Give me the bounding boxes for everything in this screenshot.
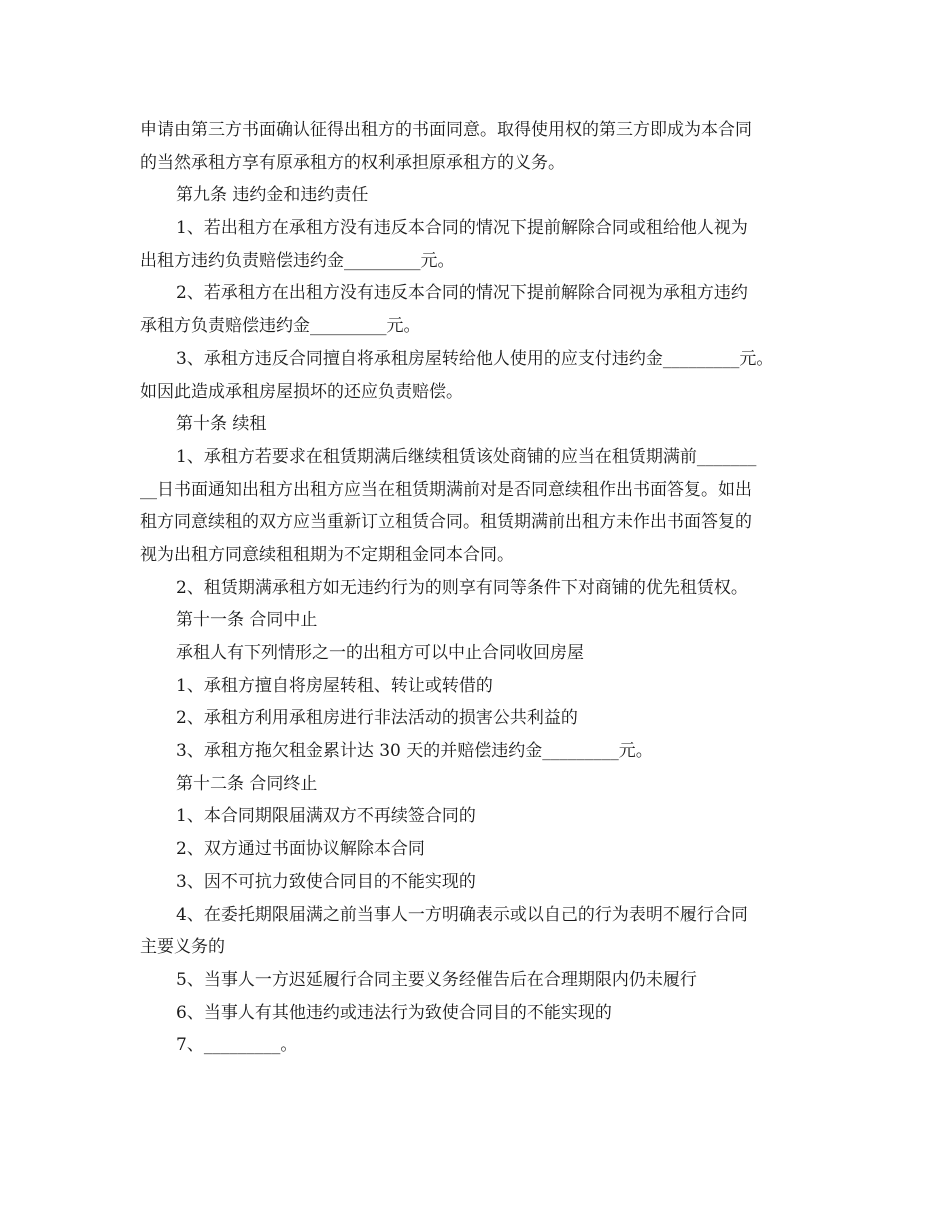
document-body [140,114,824,1062]
document-line: 的当然承租方享有原承租方的权利承担原承租方的义务。 [140,152,565,173]
document-line: 3、承租方违反合同擅自将承租房屋转给他人使用的应支付违约金_________元。 [176,348,774,369]
document-line: 承租人有下列情形之一的出租方可以中止合同收回房屋 [176,643,584,663]
document-line: 2、若承租方在出租方没有违反本合同的情况下提前解除合同视为承租方违约 [176,283,748,304]
document-line: 2、租赁期满承租方如无违约行为的则享有同等条件下对商铺的优先租赁权。 [176,577,748,598]
document-line: 1、承租方若要求在租赁期满后继续租赁该处商铺的应当在租赁期满前_______ [176,446,757,467]
document-line: 3、因不可抗力致使合同目的不能实现的 [176,871,476,892]
document-line: 5、当事人一方迟延履行合同主要义务经催告后在合理期限内仍未履行 [176,969,697,990]
document-line: 2、承租方利用承租房进行非法活动的损害公共利益的 [176,708,578,729]
document-line: 4、在委托期限届满之前当事人一方明确表示或以自己的行为表明不履行合同 [176,904,748,925]
document-line: 第十二条 合同终止 [176,773,318,794]
document-line: 1、若出租方在承租方没有违反本合同的情况下提前解除合同或租给他人视为 [176,218,748,239]
document-line: 2、双方通过书面协议解除本合同 [176,839,425,860]
document-line: 6、当事人有其他违约或违法行为致使合同目的不能实现的 [176,1002,612,1023]
document-line: 承租方负责赔偿违约金_________元。 [140,316,421,337]
document-line: 租方同意续租的双方应当重新订立租赁合同。租赁期满前出租方未作出书面答复的 [140,512,752,533]
document-line: __日书面通知出租方出租方应当在租赁期满前对是否同意续租作出书面答复。如出 [140,479,752,500]
document-line: 第十一条 合同中止 [176,610,318,631]
document-line: 1、承租方擅自将房屋转租、转让或转借的 [176,675,493,696]
document-line: 主要义务的 [140,937,225,958]
document-line: 7、_________。 [176,1035,298,1056]
document-line: 第十条 续租 [176,414,267,435]
document-line: 出租方违约负责赔偿违约金_________元。 [140,250,455,271]
document-line: 申请由第三方书面确认征得出租方的书面同意。取得使用权的第三方即成为本合同 [140,120,752,140]
document-line: 3、承租方拖欠租金累计达 30 天的并赔偿违约金_________元。 [176,741,653,762]
document-line: 如因此造成承租房屋损坏的还应负责赔偿。 [140,381,463,402]
document-line: 视为出租方同意续租租期为不定期租金同本合同。 [140,544,514,565]
document-line: 1、本合同期限届满双方不再续签合同的 [176,806,476,827]
document-line: 第九条 违约金和违约责任 [176,185,369,206]
